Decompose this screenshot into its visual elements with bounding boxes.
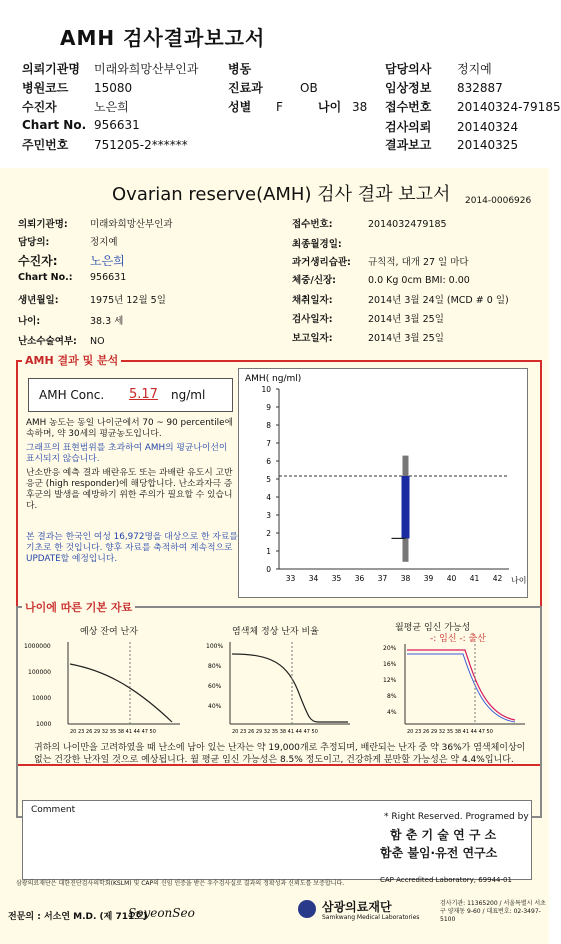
report-right-value: 규칙적, 대개 27 일 마다 [368, 257, 469, 268]
report-left-field [18, 252, 125, 269]
amh-text-range: 그래프의 표현범위를 초과하여 AMH의 평균나이선이 표시되지 않습니다. [26, 443, 228, 464]
mini-chart-3-title: 월평균 임신 가능성 [395, 623, 471, 633]
header-field [22, 98, 129, 115]
mini2-curve [232, 654, 348, 722]
report-right-field [292, 330, 444, 344]
normal-chromosome-chart [200, 636, 365, 736]
header-field-value: F [276, 100, 283, 114]
mini3-tick-8: 8% [387, 693, 397, 700]
chart-x-tick: 36 [354, 574, 365, 583]
header-field [228, 60, 276, 77]
amh-text-percentile: AMH 농도는 동일 나이군에서 70 ~ 90 percentile에 속하며, 약 30세의 평균농도입니다. [26, 418, 234, 439]
mini3-birth-curve [407, 654, 515, 722]
contact-info: 검사기관: 11365200 / 서울특별시 서초구 양재동 9-60 / 대표번호: 02-3497-5100 [440, 900, 546, 923]
report-right-field [292, 311, 444, 325]
header-field-label: 의뢰기관명 [22, 62, 80, 76]
cert-text: 삼광의료재단은 대한진단검사의학회(KSLM) 및 CAP의 신임 인증을 받은 우수검사실로 결과의 정확성과 신뢰도를 보증합니다. [16, 880, 345, 887]
chart-x-tick: 41 [469, 574, 480, 583]
chart-x-tick: 33 [285, 574, 296, 583]
report-left-value: 정지예 [90, 237, 118, 248]
header-field-label: 임상정보 [385, 81, 432, 95]
report-right-label: 접수번호: [292, 219, 333, 230]
report-right-value: 2014년 3월 25일 [368, 333, 444, 344]
report-right-label: 보고일자: [292, 333, 333, 344]
header-field [22, 118, 140, 132]
header-field-value: 20140325 [457, 138, 519, 152]
header-field-label: 진료과 [228, 81, 263, 95]
header-field-value: 정지예 [457, 62, 492, 76]
header-field-label: 나이 [318, 100, 342, 114]
header-field-label: 수진자 [22, 100, 57, 114]
report-right-label: 검사일자: [292, 314, 333, 325]
chart-y-tick: 5 [266, 475, 271, 484]
age-note: 귀하의 나이만을 고려하였을 때 난소에 남아 있는 난자는 약 19,000개로 추정되며, 배란되는 난자 중 약 36%가 염색체이상이 없는 건강한 난자일 것으로 예상됩니다. 월 평균 임신 가능성은 8.5% 정도이고, 건강하게 분만할 가능성은 약 4.4%입니다. [34, 743, 526, 765]
header-field-value: 832887 [457, 81, 503, 95]
chart-y-tick: 1 [266, 547, 271, 556]
remaining-eggs-chart [22, 636, 187, 736]
foundation-name-en: Samkwang Medical Laboratories [322, 914, 420, 921]
mini1-curve [70, 664, 172, 722]
report-left-value: 노은희 [90, 254, 125, 268]
mini2-tick-100: 100% [206, 643, 224, 650]
header-field-value: 미래와희망산부인과 [94, 62, 199, 76]
chart-x-tick: 34 [308, 574, 319, 583]
mini2-x-ticks: 20 23 26 29 32 35 38 41 44 47 50 [232, 729, 318, 735]
report-left-value: 미래와희망산부인과 [90, 219, 173, 230]
report-right-label: 채취일자: [292, 295, 333, 306]
header-field-value: 15080 [94, 81, 133, 95]
chart-x-tick: 37 [377, 574, 388, 583]
report-right-value: 0.0 Kg 0cm BMI: 0.00 [368, 275, 470, 286]
specialist: 전문의 : 서소연 M.D. (제 711호) [8, 912, 148, 922]
header-field [385, 79, 503, 96]
report-right-value: 2014년 3월 25일 [368, 314, 444, 325]
mini3-tick-16: 16% [383, 661, 397, 668]
report-left-label: 담당의: [18, 237, 50, 248]
mini3-tick-12: 12% [383, 677, 397, 684]
report-left-label: 나이: [18, 316, 41, 327]
header-field [22, 79, 132, 96]
header-field-label: 결과보고 [385, 138, 432, 152]
chart-y-tick: 10 [261, 385, 271, 394]
report-left-field [18, 313, 123, 327]
report-right-label: 과거생리습관: [292, 257, 351, 268]
chart-x-tick: 42 [492, 574, 503, 583]
report-left-value: 1975년 12월 5일 [90, 295, 166, 306]
header-field-value: 20140324 [457, 120, 519, 134]
header-field [228, 98, 283, 115]
header-field [385, 136, 518, 153]
report-left-label: 수진자: [18, 254, 58, 268]
header-field [385, 60, 492, 77]
mini-chart-2-title: 염색체 정상 난자 비율 [232, 627, 319, 637]
header-field [228, 79, 318, 96]
chart-ylabel: AMH( ng/ml) [245, 374, 302, 384]
chart-x-tick: 39 [423, 574, 434, 583]
chart-y-tick: 6 [266, 457, 271, 466]
header-field [385, 98, 561, 115]
foundation-name: 삼광의료재단 [322, 900, 392, 914]
report-number: 2014-0006926 [465, 196, 532, 206]
chart-xlabel: 나이 [511, 576, 527, 585]
amh-section-label: AMH 결과 및 분석 [22, 352, 121, 368]
mini-chart-3-legend: -: 임신 -: 출산 [430, 634, 486, 644]
page-title: AMH 검사결과보고서 [60, 26, 266, 50]
cap-text: CAP Accredited Laboratory, 69944-01 [380, 876, 512, 884]
mini1-x-ticks: 20 23 26 29 32 35 38 41 44 47 50 [70, 729, 156, 735]
chart-y-tick: 4 [266, 493, 271, 502]
report-right-field [292, 254, 469, 268]
chart-y-tick: 0 [266, 565, 271, 574]
monthly-pregnancy-chart [375, 640, 540, 736]
header-field [22, 136, 188, 153]
report-left-value: 956631 [90, 272, 127, 283]
report-right-label: 체중/신장: [292, 275, 336, 286]
chart-measured-bar [402, 476, 410, 538]
header-field-label: 담당의사 [385, 62, 432, 76]
chart-y-tick: 9 [266, 403, 271, 412]
amh-conc-label: AMH Conc. [39, 388, 105, 402]
header-field-label: 성별 [228, 100, 252, 114]
amh-text-response: 난소반응 예측 결과 배란유도 또는 과배란 유도시 고반응군 (high responder)에 해당합니다. 난소과자극 증후군의 발생을 예방하기 위한 주의가 필요할 수 있습니다. [26, 468, 233, 511]
header-field-label: 접수번호 [385, 100, 432, 114]
mini3-tick-4: 4% [387, 709, 397, 716]
report-left-field [18, 272, 126, 283]
chart-x-tick: 40 [446, 574, 457, 583]
header-field-label: 검사의뢰 [385, 120, 432, 134]
report-left-field [18, 216, 173, 230]
signature: SoyeonSeo [128, 906, 195, 920]
mini2-tick-60: 60% [208, 683, 222, 690]
report-right-value: 2014032479185 [368, 219, 447, 230]
amh-chart [238, 368, 528, 598]
amh-conc-box [28, 378, 233, 412]
chart-y-tick: 3 [266, 511, 271, 520]
header-field [22, 60, 198, 77]
header-field-label: 주민번호 [22, 138, 69, 152]
header-field [385, 118, 518, 135]
report-right-field [292, 272, 470, 286]
mini-chart-1-title: 예상 잔여 난자 [80, 627, 138, 637]
header-field-value: 20140324-79185 [457, 100, 561, 114]
mini3-pregnancy-curve [407, 650, 515, 720]
report-right-field [292, 292, 509, 306]
mini2-tick-40: 40% [208, 703, 222, 710]
report-right-field [292, 216, 447, 230]
chart-x-tick: 38 [400, 574, 411, 583]
basic-section-label: 나이에 따른 기본 자료 [22, 599, 135, 615]
chart-y-tick: 8 [266, 421, 271, 430]
header-field-value: 751205-2****** [94, 138, 188, 152]
mini1-tick-1000000: 1000000 [24, 643, 51, 650]
report-title: Ovarian reserve(AMH) 검사 결과 보고서 [112, 184, 451, 205]
comment-label: Comment [31, 805, 76, 815]
report-left-value: NO [90, 336, 105, 347]
report-left-field [18, 333, 105, 347]
amh-interpretation [26, 418, 238, 568]
lab-name-1: 함 춘 기 술 연 구 소 [390, 828, 497, 842]
chart-y-tick: 7 [266, 439, 271, 448]
mini2-tick-80: 80% [208, 663, 222, 670]
header-field-label: 병원코드 [22, 81, 69, 95]
report-left-value: 38.3 세 [90, 316, 124, 327]
chart-y-tick: 2 [266, 529, 271, 538]
header-field-value: 38 [352, 100, 368, 114]
report-left-field [18, 292, 166, 306]
mini3-x-ticks: 20 23 26 29 32 35 38 41 44 47 50 [407, 729, 493, 735]
foundation-logo-icon [298, 900, 316, 918]
rights-text: * Right Reserved. Programed by [384, 812, 529, 822]
header-field [318, 98, 367, 115]
mini1-tick-10000: 10000 [32, 695, 52, 702]
report-right-value: 2014년 3월 24일 (MCD # 0 일) [368, 295, 509, 306]
mini3-tick-20: 20% [383, 645, 397, 652]
lab-name-2: 함춘 불임·유전 연구소 [380, 846, 498, 860]
report-left-label: 난소수술여부: [18, 336, 77, 347]
report-left-label: Chart No.: [18, 272, 73, 283]
header-field-value: 노은희 [94, 100, 129, 114]
amh-report [0, 168, 549, 944]
report-left-label: 생년월일: [18, 295, 59, 306]
mini1-tick-100000: 100000 [28, 669, 51, 676]
amh-conc-value: 5.17 [129, 387, 158, 402]
report-left-label: 의뢰기관명: [18, 219, 68, 230]
chart-x-tick: 35 [331, 574, 342, 583]
amh-conc-unit: ng/ml [171, 388, 206, 402]
header-field-label: 병동 [228, 62, 252, 76]
report-left-field [18, 234, 118, 248]
header-field-value: OB [300, 81, 318, 95]
mini1-tick-1000: 1000 [36, 721, 52, 728]
amh-chart-svg [239, 369, 527, 597]
header-field-label: Chart No. [22, 118, 87, 132]
header-field-value: 956631 [94, 118, 140, 132]
amh-text-dataset: 본 결과는 한국인 여성 16,972명을 대상으로 한 자료를 기초로 한 것입니다. 향후 자료를 축적하여 계속적으로 UPDATE할 예정입니다. [26, 532, 238, 564]
report-right-field [292, 236, 368, 250]
report-right-label: 최종월경일: [292, 239, 342, 250]
